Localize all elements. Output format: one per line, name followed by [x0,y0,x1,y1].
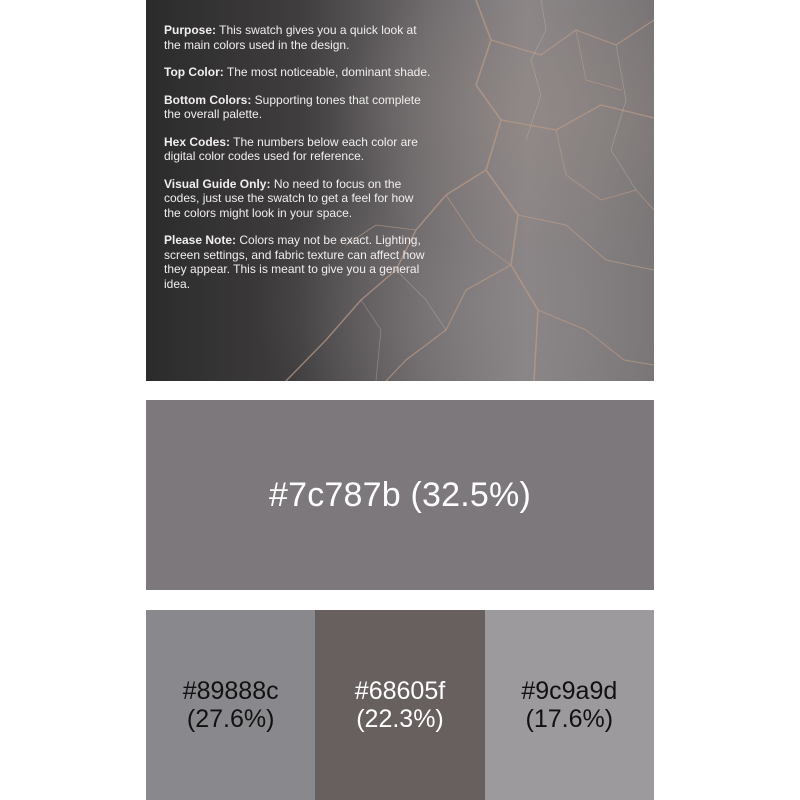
bottom-color-3-percent: (17.6%) [525,705,614,733]
info-item-top-color: Top Color: The most noticeable, dominant shade. [164,65,431,79]
bottom-color-swatch-2 [315,610,484,800]
info-item-visual-guide: Visual Guide Only: No need to focus on the codes, just use the swatch to get a feel for how the colors might look in your space. [164,176,414,220]
bottom-color-2-percent: (22.3%) [356,705,444,733]
bottom-color-1-percent: (27.6%) [186,705,275,733]
marble-texture-panel [146,0,654,381]
bottom-colors-row [146,610,654,800]
swatch-info-text [164,23,432,304]
info-item-please-note: Please Note: Colors may not be exact. Lighting, screen settings, and fabric texture can affect how they appear. This is meant to give you a general idea. [164,233,425,291]
top-color-swatch [146,400,654,590]
bottom-color-swatch-3 [485,610,654,800]
bottom-color-swatch-1 [146,610,315,800]
info-item-hex-codes: Hex Codes: The numbers below each color are digital color codes used for reference. [164,134,418,163]
bottom-color-1-code: #89888c [182,677,279,705]
bottom-color-3-code: #9c9a9d [521,677,618,705]
top-color-label: #7c787b (32.5%) [269,475,531,514]
bottom-color-2-code: #68605f [354,677,446,705]
info-item-purpose: Purpose: This swatch gives you a quick look at the main colors used in the design. [164,23,417,52]
info-item-bottom-colors: Bottom Colors: Supporting tones that complete the overall palette. [164,92,421,121]
